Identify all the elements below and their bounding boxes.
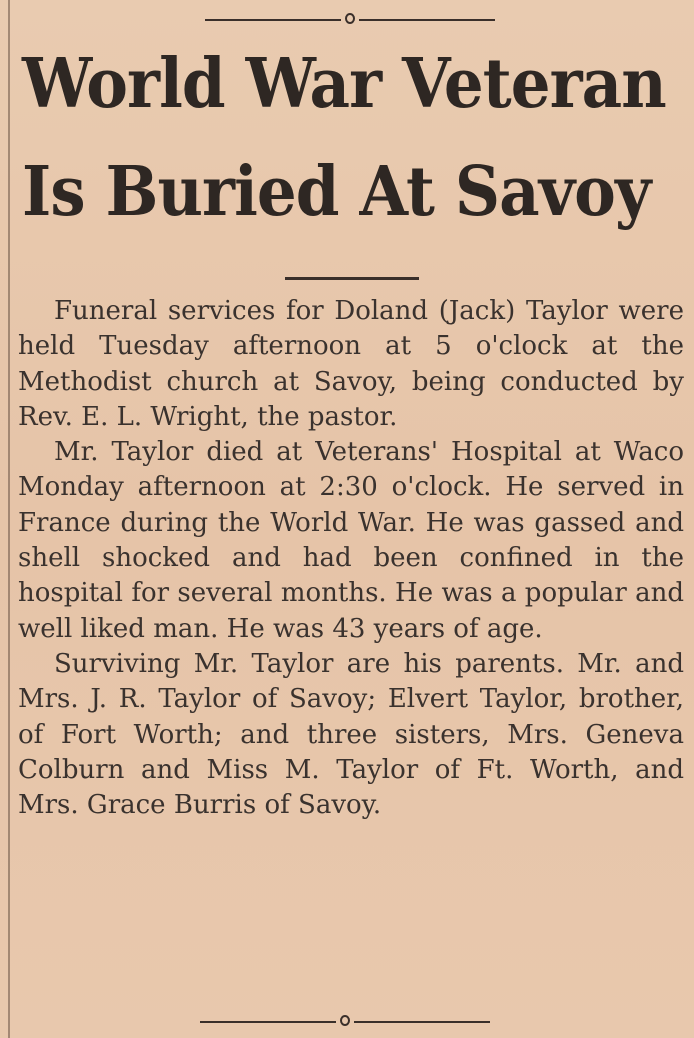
- article-paragraph: Surviving Mr. Taylor are his parents. Mr. and Mrs. J. R. Taylor of Savoy; Elvert Taylor, brother, of Fort Worth; and three sisters, Mrs. Geneva Colburn and Miss M. Taylor of Ft. Worth, and Mrs. Grace Burris of Savoy.: [18, 648, 684, 821]
- top-ornament-rule: [205, 13, 495, 27]
- article-paragraph: Mr. Taylor died at Veterans' Hospital at Waco Monday afternoon at 2:30 o'clock. He served in France during the World War. He was gassed and shell shocked and had been confined in the hospital for several months. He was a popular and well liked man. He was 43 years of age.: [18, 437, 684, 644]
- bottom-ornament-bar-right: [354, 1021, 490, 1023]
- bottom-ornament-circle: [340, 1015, 350, 1026]
- bottom-ornament-bar-left: [200, 1021, 336, 1023]
- headline-line-1: World War Veteran: [22, 44, 666, 124]
- article-body: [18, 294, 684, 823]
- article-paragraph: Funeral services for Doland (Jack) Taylor were held Tuesday afternoon at 5 o'clock at the Methodist church at Savoy, being conducted by Rev. E. L. Wright, the pastor.: [18, 296, 684, 432]
- column-rule: [8, 0, 10, 1038]
- bottom-ornament-rule: [200, 1015, 490, 1029]
- top-ornament-bar-left: [205, 19, 341, 21]
- headline-divider: [285, 277, 419, 280]
- top-ornament-bar-right: [359, 19, 495, 21]
- headline-line-2: Is Buried At Savoy: [22, 152, 651, 232]
- top-ornament-circle: [345, 13, 355, 24]
